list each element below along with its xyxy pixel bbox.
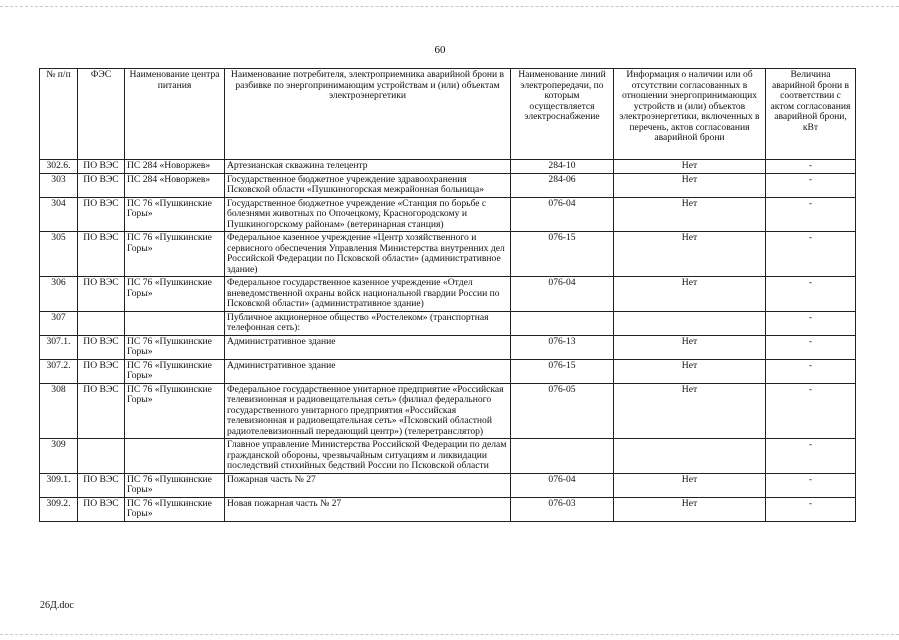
row-number: 309 <box>40 439 78 474</box>
row-power-center: ПС 76 «Пушкинские Горы» <box>125 497 225 521</box>
row-power-center <box>125 311 225 335</box>
row-consumer: Государственное бюджетное учреждение «Станция по борьбе с болезнями животных по Опочецкому, Красногородскому и Пушкиногорскому районам» (ветеринарная станция) <box>225 197 511 232</box>
table-row <box>40 383 856 439</box>
row-number: 302.6. <box>40 160 78 174</box>
footer-filename: 26Д.doc <box>40 600 74 611</box>
header-power-center: Наименование центра питания <box>125 69 225 160</box>
row-power-center: ПС 76 «Пушкинские Горы» <box>125 383 225 439</box>
row-agreement-info: Нет <box>614 473 766 497</box>
row-number: 306 <box>40 277 78 312</box>
row-power-center: ПС 284 «Новоржев» <box>125 160 225 174</box>
row-consumer: Артезианская скважина телецентр <box>225 160 511 174</box>
row-fes: ПО ВЭС <box>78 160 125 174</box>
row-power-line: 284-10 <box>511 160 614 174</box>
header-power-line: Наименование линий электропередачи, по которым осуществляется электроснабжение <box>511 69 614 160</box>
row-power-line: 076-15 <box>511 359 614 383</box>
row-power-line <box>511 439 614 474</box>
row-reserve-value: - <box>766 439 856 474</box>
row-number: 308 <box>40 383 78 439</box>
row-reserve-value: - <box>766 311 856 335</box>
row-agreement-info: Нет <box>614 359 766 383</box>
row-consumer: Федеральное казенное учреждение «Центр хозяйственного и сервисного обеспечения Управления Министерства внутренних дел Российской Федерации по Псковской области» (административное здание) <box>225 232 511 277</box>
scan-edge-bottom <box>0 634 899 635</box>
row-reserve-value: - <box>766 383 856 439</box>
row-reserve-value: - <box>766 497 856 521</box>
row-power-line: 076-04 <box>511 473 614 497</box>
row-reserve-value: - <box>766 173 856 197</box>
row-power-line: 076-04 <box>511 277 614 312</box>
header-number: № п/п <box>40 69 78 160</box>
row-reserve-value: - <box>766 160 856 174</box>
header-consumer: Наименование потребителя, электроприемника аварийной брони в разбивке по энергопринимающим устройствам и (или) объектам электроэнергетики <box>225 69 511 160</box>
row-fes <box>78 311 125 335</box>
row-agreement-info: Нет <box>614 173 766 197</box>
table-row <box>40 311 856 335</box>
table-header-row <box>40 69 856 160</box>
row-fes: ПО ВЭС <box>78 335 125 359</box>
row-agreement-info: Нет <box>614 277 766 312</box>
row-reserve-value: - <box>766 277 856 312</box>
row-power-line: 076-03 <box>511 497 614 521</box>
header-fes: ФЭС <box>78 69 125 160</box>
row-consumer: Пожарная часть № 27 <box>225 473 511 497</box>
row-power-center: ПС 76 «Пушкинские Горы» <box>125 473 225 497</box>
emergency-reserve-table <box>39 68 856 522</box>
row-consumer: Государственное бюджетное учреждение здравоохранения Псковской области «Пушкиногорская межрайонная больница» <box>225 173 511 197</box>
table-row <box>40 277 856 312</box>
table-row <box>40 232 856 277</box>
table-row <box>40 497 856 521</box>
row-power-center: ПС 76 «Пушкинские Горы» <box>125 359 225 383</box>
row-power-line: 076-04 <box>511 197 614 232</box>
table-row <box>40 439 856 474</box>
row-number: 307 <box>40 311 78 335</box>
header-reserve-value: Величина аварийной брони в соответствии с актом согласования аварийной брони, кВт <box>766 69 856 160</box>
row-power-center: ПС 284 «Новоржев» <box>125 173 225 197</box>
row-power-line: 076-13 <box>511 335 614 359</box>
row-power-center: ПС 76 «Пушкинские Горы» <box>125 197 225 232</box>
page-number: 60 <box>434 44 446 56</box>
row-fes: ПО ВЭС <box>78 277 125 312</box>
row-number: 307.1. <box>40 335 78 359</box>
row-power-center <box>125 439 225 474</box>
row-consumer: Административное здание <box>225 359 511 383</box>
header-agreement-info: Информация о наличии или об отсутствии согласованных в отношении энергопринимающих устройств и (или) объектов электроэнергетики, включенных в перечень, актов согласования аварийной брони <box>614 69 766 160</box>
row-fes: ПО ВЭС <box>78 173 125 197</box>
table-row <box>40 335 856 359</box>
table-row <box>40 160 856 174</box>
row-reserve-value: - <box>766 197 856 232</box>
row-reserve-value: - <box>766 359 856 383</box>
row-agreement-info: Нет <box>614 335 766 359</box>
table-row <box>40 359 856 383</box>
row-agreement-info: Нет <box>614 197 766 232</box>
table-body <box>40 160 856 522</box>
row-agreement-info: Нет <box>614 160 766 174</box>
row-fes: ПО ВЭС <box>78 473 125 497</box>
row-power-line: 076-15 <box>511 232 614 277</box>
table-row <box>40 173 856 197</box>
row-reserve-value: - <box>766 335 856 359</box>
row-number: 309.1. <box>40 473 78 497</box>
row-reserve-value: - <box>766 232 856 277</box>
row-number: 304 <box>40 197 78 232</box>
row-power-center: ПС 76 «Пушкинские Горы» <box>125 335 225 359</box>
row-fes: ПО ВЭС <box>78 383 125 439</box>
row-consumer: Главное управление Министерства Российской Федерации по делам гражданской обороны, чрезвычайным ситуациям и ликвидации последствий стихийных бедствий России по Псковской области <box>225 439 511 474</box>
row-consumer: Федеральное государственное унитарное предприятие «Российская телевизионная и радиовещательная сеть» (филиал федерального государственного унитарного предприятия «Российская телевизионная и радиовещательная сеть» «Псковский областной радиотелевизионный передающий центр») (телеретранслятор) <box>225 383 511 439</box>
row-fes: ПО ВЭС <box>78 232 125 277</box>
row-agreement-info: Нет <box>614 232 766 277</box>
row-agreement-info: Нет <box>614 497 766 521</box>
row-consumer: Новая пожарная часть № 27 <box>225 497 511 521</box>
row-power-center: ПС 76 «Пушкинские Горы» <box>125 232 225 277</box>
row-power-line: 284-06 <box>511 173 614 197</box>
row-agreement-info: Нет <box>614 383 766 439</box>
row-agreement-info <box>614 311 766 335</box>
row-consumer: Публичное акционерное общество «Ростелеком» (транспортная телефонная сеть): <box>225 311 511 335</box>
row-fes: ПО ВЭС <box>78 359 125 383</box>
row-number: 305 <box>40 232 78 277</box>
table-row <box>40 473 856 497</box>
row-agreement-info <box>614 439 766 474</box>
row-number: 303 <box>40 173 78 197</box>
row-fes: ПО ВЭС <box>78 497 125 521</box>
row-fes <box>78 439 125 474</box>
row-number: 309.2. <box>40 497 78 521</box>
row-power-line: 076-05 <box>511 383 614 439</box>
row-consumer: Административное здание <box>225 335 511 359</box>
row-power-center: ПС 76 «Пушкинские Горы» <box>125 277 225 312</box>
row-number: 307.2. <box>40 359 78 383</box>
row-reserve-value: - <box>766 473 856 497</box>
row-consumer: Федеральное государственное казенное учреждение «Отдел вневедомственной охраны войск национальной гвардии России по Псковской области» (административное здание) <box>225 277 511 312</box>
row-power-line <box>511 311 614 335</box>
row-fes: ПО ВЭС <box>78 197 125 232</box>
table-row <box>40 197 856 232</box>
scan-edge-top <box>0 6 899 7</box>
